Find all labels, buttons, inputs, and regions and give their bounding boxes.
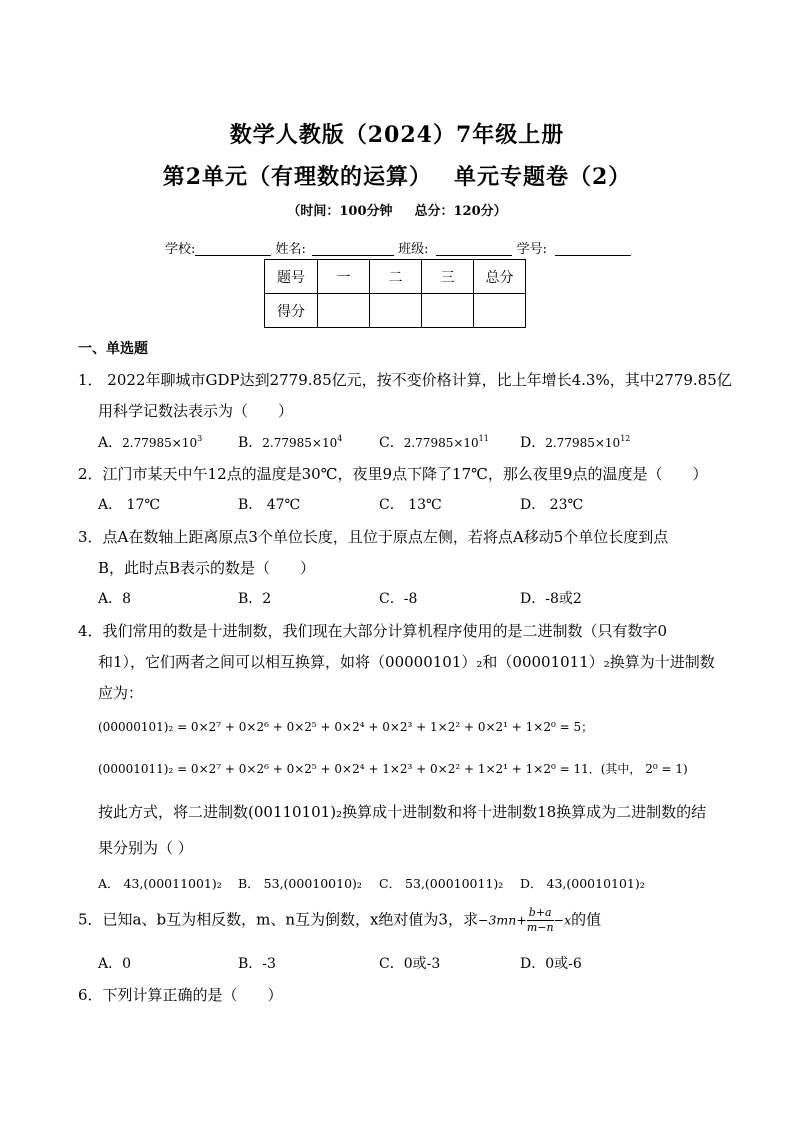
question-4-formula1: (00000101)₂ = 0×2⁷ + 0×2⁶ + 0×2⁵ + 0×2⁴ + 0×2³ + 1×2² + 0×2¹ + 1×2⁰ = 5； — [98, 720, 594, 734]
score-cell: 三 — [422, 260, 474, 294]
question-4-line5: 果分别为（ ） — [98, 839, 193, 857]
question-4-line2: 和1），它们两者之间可以相互换算，如将（00000101）₂和（00001011）₂换算为十进制数 — [98, 653, 715, 671]
option-b[interactable]: B．2 — [238, 591, 272, 607]
question-1-options — [98, 432, 718, 452]
class-blank[interactable] — [436, 241, 512, 256]
school-label: 学校: — [165, 242, 196, 257]
option-c[interactable]: C．-8 — [379, 591, 418, 607]
question-1-line1: 1． 2022年聊城市GDP达到2779.85亿元，按不变价格计算，比上年增长4.3%，其中2779.85亿 — [78, 371, 732, 389]
exam-title: 数学人教版（2024）7年级上册 — [229, 122, 565, 148]
option-a[interactable]: A． 43,(00011001)₂ — [98, 876, 222, 891]
question-4-line4: 按此方式，将二进制数(00110101)₂换算成十进制数和将十进制数18换算成为二进制数的结 — [98, 803, 707, 821]
score-input-cell[interactable] — [370, 294, 422, 328]
question-5-expr-b: −x — [553, 912, 572, 928]
question-2-line1: 2．江门市某天中午12点的温度是30℃，夜里9点下降了17℃，那么夜里9点的温度是（ ） — [78, 465, 708, 483]
option-b[interactable]: B．$2.77985\times 10^4$ — [238, 434, 343, 451]
question-3-options — [98, 588, 718, 608]
question-2-options — [98, 494, 718, 514]
question-5-line1 — [78, 906, 601, 935]
question-4-options — [98, 874, 718, 894]
option-a[interactable]: A．8 — [98, 591, 132, 607]
score-input-cell[interactable] — [474, 294, 526, 328]
option-d[interactable]: D．0或-6 — [520, 956, 582, 972]
option-c[interactable]: C． 53,(00010011)₂ — [379, 876, 504, 891]
question-1-line2: 用科学记数法表示为（ ） — [98, 402, 294, 420]
option-d[interactable]: D． 43,(00010101)₂ — [520, 876, 645, 891]
school-blank[interactable] — [195, 241, 271, 256]
total-score: 总分：120分） — [414, 204, 507, 219]
score-row-label: 得分 — [265, 294, 318, 328]
question-4-formula2: (00001011)₂ = 0×2⁷ + 0×2⁶ + 0×2⁵ + 0×2⁴ + 1×2³ + 0×2² + 1×2¹ + 1×2⁰ = 11．(其中， 2⁰ = 1) — [98, 762, 688, 776]
question-3-line1: 3．点A在数轴上距离原点3个单位长度，且位于原点左侧，若将点A移动5个单位长度到点 — [78, 528, 669, 546]
option-a[interactable]: A．$2.77985\times 10^3$ — [98, 434, 203, 451]
option-d[interactable]: D． 23℃ — [520, 497, 584, 513]
option-b[interactable]: B． 53,(00010010)₂ — [238, 876, 362, 891]
score-input-cell[interactable] — [318, 294, 370, 328]
option-c[interactable]: C． 13℃ — [379, 497, 442, 513]
score-cell: 一 — [318, 260, 370, 294]
class-label: 班级: — [398, 242, 429, 257]
unit-title-part1: 第2单元（有理数的运算） — [162, 164, 432, 190]
question-5-tail: 的值 — [571, 910, 602, 929]
score-cell: 总分 — [474, 260, 526, 294]
question-4-line1: 4．我们常用的数是十进制数，我们现在大部分计算机程序使用的是二进制数（只有数字0 — [78, 622, 668, 640]
time-limit: （时间：100分钟 — [287, 204, 393, 219]
score-table-score-row — [265, 294, 526, 328]
option-c[interactable]: C．0或-3 — [379, 956, 441, 972]
score-cell: 二 — [370, 260, 422, 294]
question-5-expr-a: −3mn+ — [477, 912, 527, 928]
question-5-options — [98, 953, 718, 973]
option-b[interactable]: B．-3 — [238, 956, 276, 972]
question-5-text: 5．已知a、b互为相反数，m、n互为倒数，x绝对值为3，求 — [78, 910, 478, 929]
question-4-line3: 应为： — [98, 684, 144, 702]
name-blank[interactable] — [312, 241, 394, 256]
name-label: 姓名: — [275, 242, 306, 257]
question-6-line1: 6．下列计算正确的是（ ） — [78, 986, 283, 1004]
number-blank[interactable] — [555, 241, 631, 256]
question-3-line2: B，此时点B表示的数是（ ） — [98, 559, 316, 577]
option-a[interactable]: A． 17℃ — [98, 497, 161, 513]
number-label: 学号: — [516, 242, 547, 257]
option-b[interactable]: B． 47℃ — [238, 497, 301, 513]
option-d[interactable]: D．-8或2 — [520, 591, 582, 607]
score-table — [264, 259, 526, 328]
student-info — [165, 238, 631, 257]
score-cell: 题号 — [265, 260, 318, 294]
exam-subtitle — [0, 200, 794, 219]
section-heading: 一、单选题 — [78, 341, 148, 357]
option-d[interactable]: D．$2.77985\times 10^{12}$ — [520, 434, 631, 451]
unit-title-part2: 单元专题卷（2） — [454, 164, 632, 190]
score-table-header-row — [265, 260, 526, 294]
exam-unit-title — [0, 160, 794, 191]
score-input-cell[interactable] — [422, 294, 474, 328]
question-5-fraction: $\frac{b+a}{m-n}$ — [526, 906, 554, 934]
option-c[interactable]: C．$2.77985\times 10^{11}$ — [379, 434, 489, 451]
option-a[interactable]: A．0 — [98, 956, 132, 972]
